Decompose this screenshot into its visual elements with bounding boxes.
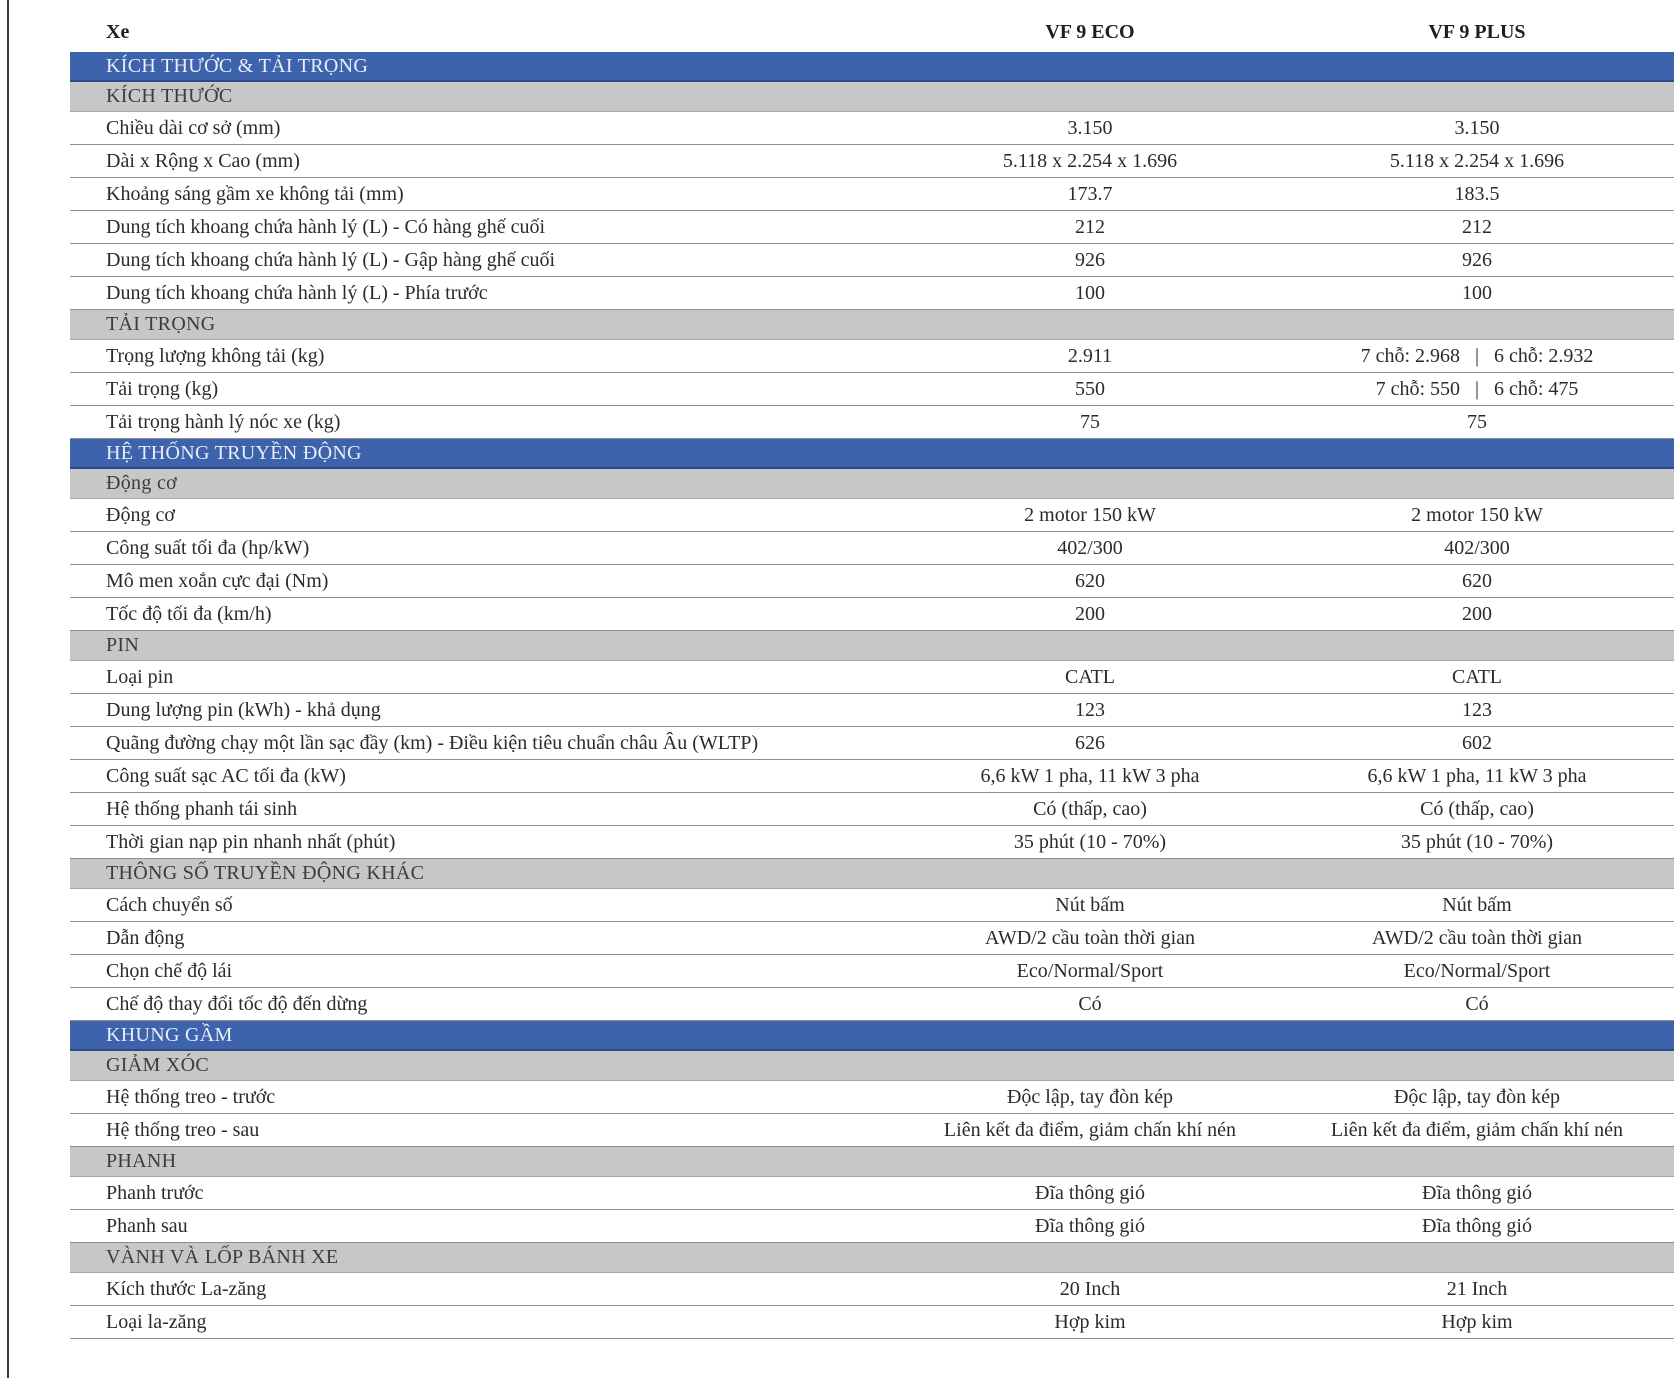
spec-row-value-plus: 123 [1462, 698, 1492, 721]
spec-row-label: Chọn chế độ lái [106, 959, 233, 982]
spec-row-value-eco: Hợp kim [1054, 1310, 1126, 1333]
subsection-header-bar [70, 631, 1674, 661]
spec-row-value-eco: 5.118 x 2.254 x 1.696 [1002, 149, 1178, 172]
spec-row-value-plus: 2 motor 150 kW [1411, 503, 1543, 526]
spec-row [70, 922, 1674, 955]
spec-row-value-eco: 402/300 [1057, 536, 1123, 559]
spec-row-label: Phanh trước [106, 1181, 204, 1204]
subsection-header-bar [70, 1243, 1674, 1273]
spec-row [70, 661, 1674, 694]
spec-row [70, 1273, 1674, 1306]
spec-row [70, 826, 1674, 859]
section-header-bar [70, 52, 1674, 82]
header-vehicle-column: Xe [106, 20, 130, 43]
spec-row [70, 1177, 1674, 1210]
spec-row-value-plus: 3.150 [1454, 116, 1500, 139]
header-vf9-plus-column: VF 9 PLUS [1428, 20, 1526, 43]
spec-row-label: Cách chuyển số [106, 893, 233, 916]
spec-row-value-plus: Có (thấp, cao) [1420, 797, 1534, 820]
spec-row-value-eco: Đĩa thông gió [1035, 1214, 1145, 1237]
spec-row-value-eco: Có (thấp, cao) [1033, 797, 1147, 820]
spec-row-value-plus: Eco/Normal/Sport [1403, 959, 1551, 982]
spec-row-label: Hệ thống phanh tái sinh [106, 797, 298, 820]
bar-label: THÔNG SỐ TRUYỀN ĐỘNG KHÁC [106, 862, 425, 884]
spec-row [70, 244, 1674, 277]
spec-row-label: Tải trọng (kg) [106, 377, 219, 400]
spec-row-value-plus: 212 [1462, 215, 1492, 238]
spec-row-label: Dung lượng pin (kWh) - khả dụng [106, 698, 381, 721]
spec-row-label: Công suất tối đa (hp/kW) [106, 536, 310, 559]
spec-row [70, 406, 1674, 439]
spec-row-value-eco: 926 [1075, 248, 1105, 271]
bar-label: GIẢM XÓC [106, 1054, 209, 1076]
spec-row [70, 694, 1674, 727]
spec-row-label: Trọng lượng không tải (kg) [106, 344, 325, 367]
subsection-header-bar [70, 82, 1674, 112]
spec-row [70, 532, 1674, 565]
spec-row-value-eco: 200 [1075, 602, 1105, 625]
spec-row [70, 1306, 1674, 1339]
subsection-header-bar [70, 310, 1674, 340]
spec-row-value-plus: Liên kết đa điểm, giảm chấn khí nén [1330, 1118, 1624, 1141]
spec-row [70, 1114, 1674, 1147]
spec-row-value-plus: Có [1465, 992, 1489, 1015]
subsection-header-bar [70, 859, 1674, 889]
spec-row-value-plus: 183.5 [1454, 182, 1500, 205]
spec-row-value-plus: 926 [1462, 248, 1492, 271]
bar-label: VÀNH VÀ LỐP BÁNH XE [106, 1246, 339, 1268]
spec-row [70, 373, 1674, 406]
spec-row-label: Phanh sau [106, 1214, 188, 1237]
bar-label: KÍCH THƯỚC & TẢI TRỌNG [106, 54, 369, 77]
bar-label: KHUNG GẦM [106, 1023, 233, 1046]
spec-row-label: Dung tích khoang chứa hành lý (L) - Có hàng ghế cuối [106, 215, 546, 238]
spec-row [70, 988, 1674, 1021]
spec-row [70, 1081, 1674, 1114]
spec-row [70, 178, 1674, 211]
spec-row [70, 793, 1674, 826]
spec-row-label: Mô men xoắn cực đại (Nm) [106, 569, 329, 592]
spec-row-label: Quãng đường chạy một lần sạc đầy (km) - Điều kiện tiêu chuẩn châu Âu (WLTP) [106, 731, 759, 754]
spec-row-value-plus: CATL [1452, 665, 1502, 688]
spec-row-value-eco: 626 [1075, 731, 1105, 754]
bar-label: Động cơ [106, 472, 177, 494]
spec-row-value-eco: 20 Inch [1059, 1277, 1121, 1300]
spec-row-value-eco: 6,6 kW 1 pha, 11 kW 3 pha [980, 764, 1200, 787]
spec-row-value-plus: 620 [1462, 569, 1492, 592]
spec-row [70, 565, 1674, 598]
spec-row-label: Dài x Rộng x Cao (mm) [106, 149, 300, 172]
spec-row-label: Hệ thống treo - sau [106, 1118, 260, 1141]
spec-row-value-plus: 75 [1467, 410, 1487, 433]
bar-label: PIN [106, 634, 140, 656]
spec-row-value-eco: CATL [1065, 665, 1115, 688]
spec-row [70, 211, 1674, 244]
spec-row [70, 277, 1674, 310]
spec-row-value-eco: 2 motor 150 kW [1024, 503, 1156, 526]
spec-row-label: Dẫn động [106, 926, 185, 949]
spec-row-label: Khoảng sáng gầm xe không tải (mm) [106, 182, 404, 205]
table-header-row [70, 12, 1674, 52]
spec-table [70, 12, 1674, 1339]
spec-row-value-plus: Đĩa thông gió [1422, 1214, 1532, 1237]
spec-row-label: Dung tích khoang chứa hành lý (L) - Phía trước [106, 281, 488, 304]
spec-row-value-eco: Nút bấm [1055, 893, 1125, 916]
spec-row-value-plus: Đĩa thông gió [1422, 1181, 1532, 1204]
spec-row-value-plus: 100 [1462, 281, 1492, 304]
spec-row-value-eco: 35 phút (10 - 70%) [1013, 830, 1167, 853]
spec-row-value-plus: Nút bấm [1442, 893, 1512, 916]
spec-row-value-plus: 602 [1462, 731, 1492, 754]
spec-row-value-eco: 75 [1080, 410, 1100, 433]
spec-row-label: Dung tích khoang chứa hành lý (L) - Gập hàng ghế cuối [106, 248, 556, 271]
spec-row-value-plus: 7 chỗ: 550 | 6 chỗ: 475 [1375, 377, 1579, 400]
spec-row-value-eco: Liên kết đa điểm, giảm chấn khí nén [943, 1118, 1237, 1141]
spec-row [70, 727, 1674, 760]
spec-row [70, 955, 1674, 988]
spec-row-value-eco: 123 [1075, 698, 1105, 721]
bar-label: KÍCH THƯỚC [106, 85, 233, 107]
spec-row-value-plus: Hợp kim [1441, 1310, 1513, 1333]
spec-row-value-eco: Eco/Normal/Sport [1016, 959, 1164, 982]
spec-row-value-eco: 3.150 [1067, 116, 1113, 139]
subsection-header-bar [70, 1147, 1674, 1177]
spec-row-value-plus: 6,6 kW 1 pha, 11 kW 3 pha [1367, 764, 1587, 787]
spec-row-label: Loại la-zăng [106, 1310, 207, 1333]
spec-row-value-eco: 2.911 [1067, 344, 1113, 367]
spec-row [70, 598, 1674, 631]
table-body [70, 52, 1674, 1339]
spec-row-label: Công suất sạc AC tối đa (kW) [106, 764, 346, 787]
left-edge-rule [7, 0, 9, 1378]
spec-row-value-eco: Có [1078, 992, 1102, 1015]
bar-label: PHANH [106, 1150, 177, 1172]
spec-row-value-eco: 100 [1075, 281, 1105, 304]
spec-row [70, 340, 1674, 373]
spec-row-label: Chiều dài cơ sở (mm) [106, 116, 281, 139]
spec-row-value-plus: Độc lập, tay đòn kép [1393, 1085, 1561, 1108]
section-header-bar [70, 439, 1674, 469]
spec-row [70, 145, 1674, 178]
spec-row [70, 1210, 1674, 1243]
spec-row-value-eco: 212 [1075, 215, 1105, 238]
spec-row [70, 760, 1674, 793]
spec-row-label: Hệ thống treo - trước [106, 1085, 276, 1108]
spec-row-value-eco: 173.7 [1067, 182, 1113, 205]
subsection-header-bar [70, 1051, 1674, 1081]
spec-row-label: Động cơ [106, 503, 175, 526]
spec-row-value-plus: AWD/2 cầu toàn thời gian [1371, 926, 1583, 949]
spec-row-label: Tốc độ tối đa (km/h) [106, 602, 272, 625]
spec-row-label: Kích thước La-zăng [106, 1277, 267, 1300]
spec-row-value-eco: 550 [1075, 377, 1105, 400]
bar-label: TẢI TRỌNG [106, 313, 216, 335]
spec-row-label: Loại pin [106, 665, 174, 688]
spec-row-value-plus: 200 [1462, 602, 1492, 625]
spec-row-label: Tải trọng hành lý nóc xe (kg) [106, 410, 341, 433]
spec-row-value-plus: 7 chỗ: 2.968 | 6 chỗ: 2.932 [1360, 344, 1594, 367]
section-header-bar [70, 1021, 1674, 1051]
spec-row [70, 499, 1674, 532]
spec-row-value-eco: Đĩa thông gió [1035, 1181, 1145, 1204]
spec-row-value-eco: 620 [1075, 569, 1105, 592]
spec-row [70, 889, 1674, 922]
bar-label: HỆ THỐNG TRUYỀN ĐỘNG [106, 441, 362, 464]
header-vf9-eco-column: VF 9 ECO [1045, 20, 1135, 43]
spec-row-value-plus: 5.118 x 2.254 x 1.696 [1389, 149, 1565, 172]
spec-row-label: Chế độ thay đổi tốc độ đến dừng [106, 992, 368, 1015]
spec-row-value-eco: Độc lập, tay đòn kép [1006, 1085, 1174, 1108]
spec-row [70, 112, 1674, 145]
spec-row-value-plus: 402/300 [1444, 536, 1510, 559]
spec-row-value-plus: 35 phút (10 - 70%) [1400, 830, 1554, 853]
subsection-header-bar [70, 469, 1674, 499]
spec-row-value-eco: AWD/2 cầu toàn thời gian [984, 926, 1196, 949]
spec-row-value-plus: 21 Inch [1446, 1277, 1508, 1300]
spec-row-label: Thời gian nạp pin nhanh nhất (phút) [106, 830, 396, 853]
